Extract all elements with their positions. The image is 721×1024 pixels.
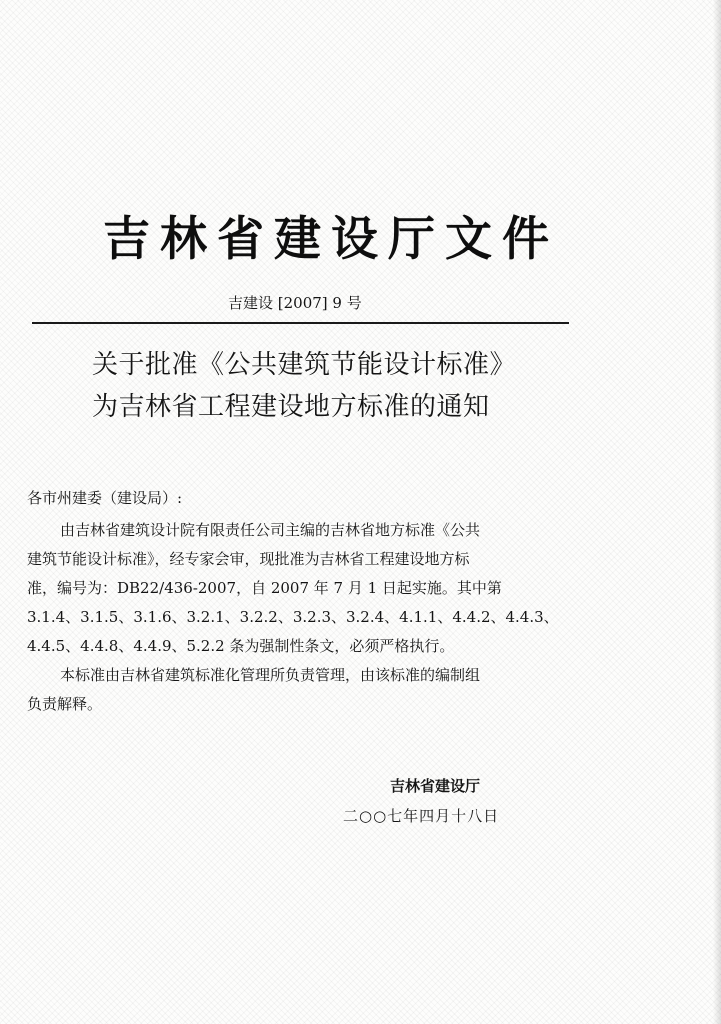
body-line: 4.4.5、4.4.8、4.4.9、5.2.2 条为强制性条文，必须严格执行。	[27, 637, 455, 655]
header-divider	[32, 322, 569, 324]
body-line: 本标准由吉林省建筑标准化管理所负责管理，由该标准的编制组	[60, 666, 481, 684]
body-line: 负责解释。	[27, 695, 103, 713]
document-number: 吉建设 [2007] 9 号	[228, 294, 362, 312]
body-line: 准，编号为：DB22/436-2007，自 2007 年 7 月 1 日起实施。其中第	[27, 579, 502, 597]
notice-body	[27, 516, 577, 719]
issuer-signature: 吉林省建设厅	[390, 777, 481, 795]
body-line: 建筑节能设计标准》，经专家会审，现批准为吉林省工程建设地方标	[27, 550, 470, 568]
issue-date: 二○○七年四月十八日	[343, 807, 500, 825]
body-line: 3.1.4、3.1.5、3.1.6、3.2.1、3.2.2、3.2.3、3.2.4、4.1.1、4.4.2、4.4.3、	[27, 608, 559, 626]
subject-line-1: 关于批准《公共建筑节能设计标准》	[92, 350, 517, 380]
notice-subject	[92, 344, 552, 428]
document-header-title: 吉林省建设厅文件	[103, 212, 559, 267]
subject-line-2: 为吉林省工程建设地方标准的通知	[92, 392, 490, 422]
page-edge-shadow	[713, 0, 721, 1024]
addressee: 各市州建委（建设局）:	[27, 489, 183, 507]
body-line: 由吉林省建筑设计院有限责任公司主编的吉林省地方标准《公共	[60, 521, 481, 539]
